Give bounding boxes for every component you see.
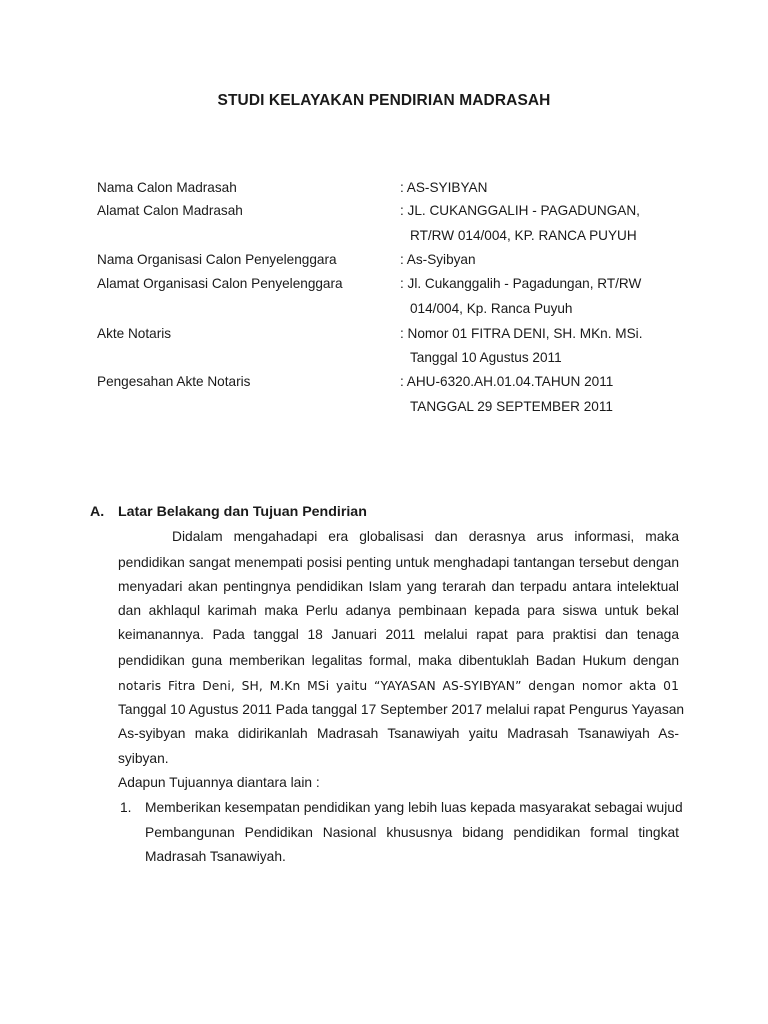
info-label-madrasah-address: Alamat Calon Madrasah [97,203,243,218]
info-value-organization-name: : As-Syibyan [400,252,476,267]
info-value-organization-address: : Jl. Cukanggalih - Pagadungan, RT/RW [400,276,642,291]
info-value-madrasah-name: : AS-SYIBYAN [400,180,488,195]
paragraph-line: pendidikan guna memberikan legalitas formal, maka dibentuklah Badan Hukum dengan [118,653,679,668]
paragraph-line: As-syibyan maka didirikanlah Madrasah Tsanawiyah yaitu Madrasah Tsanawiyah As- [118,726,679,741]
info-label-deed-ratification: Pengesahan Akte Notaris [97,374,251,389]
section-a-heading [90,504,367,520]
paragraph-line: syibyan. [118,751,169,766]
info-value-deed-ratification-line2: TANGGAL 29 SEPTEMBER 2011 [410,399,613,414]
section-a-title: Latar Belakang dan Tujuan Pendirian [118,504,367,520]
list-item-number: 1. [120,800,132,815]
info-label-notary-deed: Akte Notaris [97,326,172,341]
purpose-intro: Adapun Tujuannya diantara lain : [118,775,320,790]
paragraph-line: dan akhlaqul karimah maka Perlu adanya pembinaan kepada para siswa untuk bekal [118,603,679,618]
info-value-madrasah-address: : JL. CUKANGGALIH - PAGADUNGAN, [400,203,640,218]
list-item-line: Pembangunan Pendidikan Nasional khususnya bidang pendidikan formal tingkat [145,825,679,840]
info-label-madrasah-name: Nama Calon Madrasah [97,180,237,195]
info-value-notary-deed: : Nomor 01 FITRA DENI, SH. MKn. MSi. [400,326,643,341]
info-value-notary-deed-line2: Tanggal 10 Agustus 2011 [410,350,562,365]
info-value-madrasah-address-line2: RT/RW 014/004, KP. RANCA PUYUH [410,228,637,243]
info-label-organization-name: Nama Organisasi Calon Penyelenggara [97,252,337,267]
paragraph-line: keimanannya. Pada tanggal 18 Januari 2011 melalui rapat para praktisi dan tenaga [118,627,679,642]
info-value-organization-address-line2: 014/004, Kp. Ranca Puyuh [410,301,573,316]
info-label-organization-address: Alamat Organisasi Calon Penyelenggara [97,276,343,291]
list-item-line: Madrasah Tsanawiyah. [145,849,286,864]
paragraph-line: menyadari akan pentingnya pendidikan Islam yang terarah dan terpadu antara intelektual [118,579,679,594]
document-title: STUDI KELAYAKAN PENDIRIAN MADRASAH [217,92,551,109]
list-item-line: Memberikan kesempatan pendidikan yang lebih luas kepada masyarakat sebagai wujud [145,800,683,815]
paragraph-line: Tanggal 10 Agustus 2011 Pada tanggal 17 September 2017 melalui rapat Pengurus Yayasan [118,702,685,717]
paragraph-line: pendidikan sangat menempati posisi penting untuk menghadapi tantangan tersebut dengan [118,555,679,570]
paragraph-line: Didalam mengahadapi era globalisasi dan derasnya arus informasi, maka [172,529,679,544]
section-a-number: A. [90,504,105,520]
info-value-deed-ratification: : AHU-6320.AH.01.04.TAHUN 2011 [400,374,614,389]
paragraph-line: notaris Fitra Deni, SH, M.Kn MSi yaitu “YAYASAN AS-SYIBYAN” dengan nomor akta 01 [118,679,679,693]
